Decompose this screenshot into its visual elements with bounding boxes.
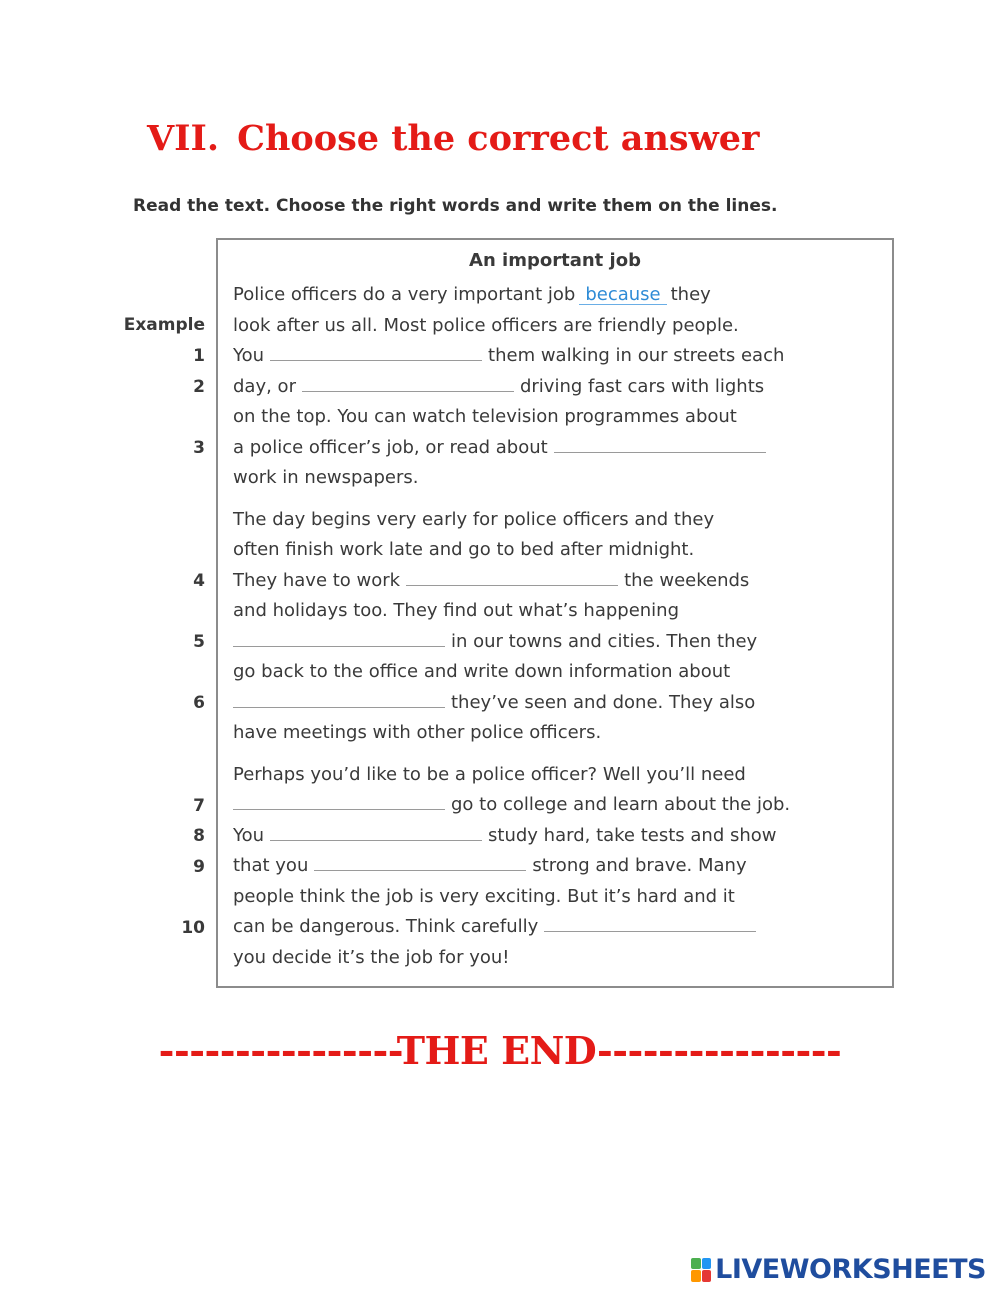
brand-text: LIVEWORKSHEETS xyxy=(715,1254,986,1285)
liveworksheets-logo-icon xyxy=(691,1258,711,1282)
section-heading xyxy=(147,118,759,159)
section-title: Choose the correct answer xyxy=(237,118,760,159)
passage-line: work in newspapers. xyxy=(233,467,419,488)
answer-blank-3[interactable] xyxy=(554,438,766,453)
question-number: 6 xyxy=(193,693,205,713)
answer-blank-8[interactable] xyxy=(270,826,482,841)
question-number: 10 xyxy=(181,918,205,938)
question-number: 9 xyxy=(193,857,205,877)
passage-line: a police officer’s job, or read about xyxy=(233,437,772,458)
passage-line: day, or driving fast cars with lights xyxy=(233,376,765,397)
answer-blank-4[interactable] xyxy=(406,571,618,586)
question-number: 5 xyxy=(193,632,205,652)
section-number: VII. xyxy=(147,118,220,159)
passage-line: you decide it’s the job for you! xyxy=(233,947,510,968)
answer-blank-9[interactable] xyxy=(314,856,526,871)
passage-line: have meetings with other police officers. xyxy=(233,722,602,743)
passage-line: can be dangerous. Think carefully xyxy=(233,916,762,937)
brand-logo[interactable] xyxy=(691,1254,986,1285)
answer-blank-7[interactable] xyxy=(233,795,445,810)
passage-line: go to college and learn about the job. xyxy=(233,794,790,815)
example-label: Example xyxy=(123,315,205,335)
question-number: 1 xyxy=(193,346,205,366)
the-end-banner: ----------------THE END---------------- xyxy=(158,1028,842,1073)
passage-line: people think the job is very exciting. But it’s hard and it xyxy=(233,886,735,907)
passage-line: that you strong and brave. Many xyxy=(233,855,747,876)
answer-blank-1[interactable] xyxy=(270,346,482,361)
instructions: Read the text. Choose the right words and write them on the lines. xyxy=(133,196,778,216)
passage-line: You them walking in our streets each xyxy=(233,345,785,366)
passage-line: in our towns and cities. Then they xyxy=(233,631,757,652)
example-answer: because xyxy=(579,286,666,305)
passage-line: look after us all. Most police officers are friendly people. xyxy=(233,315,739,336)
question-number: 8 xyxy=(193,826,205,846)
passage-line: go back to the office and write down information about xyxy=(233,661,731,682)
answer-blank-10[interactable] xyxy=(544,917,756,932)
passage-line: The day begins very early for police officers and they xyxy=(233,509,715,530)
passage-line: often finish work late and go to bed after midnight. xyxy=(233,539,695,560)
question-number: 4 xyxy=(193,571,205,591)
passage-line: Police officers do a very important job because they xyxy=(233,284,711,305)
passage-line: they’ve seen and done. They also xyxy=(233,692,755,713)
answer-blank-6[interactable] xyxy=(233,693,445,708)
question-number: 3 xyxy=(193,438,205,458)
passage-line: Perhaps you’d like to be a police officer? Well you’ll need xyxy=(233,764,746,785)
answer-blank-2[interactable] xyxy=(302,377,514,392)
answer-blank-5[interactable] xyxy=(233,632,445,647)
question-number: 7 xyxy=(193,796,205,816)
passage-title: An important job xyxy=(469,250,641,271)
passage-line: You study hard, take tests and show xyxy=(233,825,777,846)
question-number: 2 xyxy=(193,377,205,397)
passage-line: on the top. You can watch television programmes about xyxy=(233,406,737,427)
passage-line: and holidays too. They find out what’s happening xyxy=(233,600,680,621)
passage-line: They have to work the weekends xyxy=(233,570,750,591)
